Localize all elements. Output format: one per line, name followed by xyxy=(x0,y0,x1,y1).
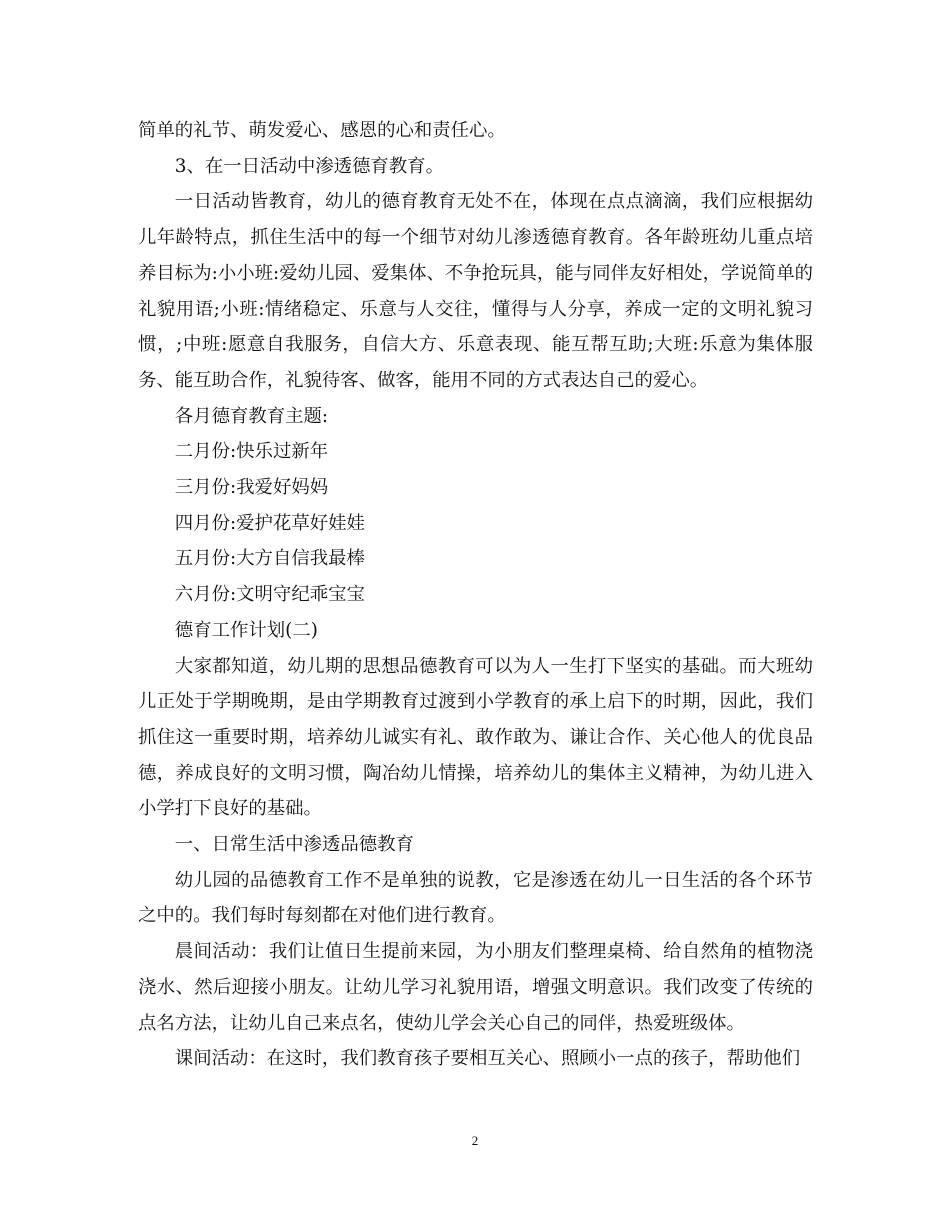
document-body xyxy=(138,113,813,1077)
paragraph: 一日活动皆教育，幼儿的德育教育无处不在，体现在点点滴滴，我们应根据幼儿年龄特点，抓住生活中的每一个细节对幼儿渗透德育教育。各年龄班幼儿重点培养目标为:小小班:爱幼儿园、爱集体、不争抢玩具，能与同伴友好相处，学说简单的礼貌用语;小班:情绪稳定、乐意与人交往，懂得与人分享，养成一定的文明礼貌习惯，;中班:愿意自我服务，自信大方、乐意表现、能互帮互助;大班:乐意为集体服务、能互助合作，礼貌待客、做客，能用不同的方式表达自己的爱心。 xyxy=(138,191,813,391)
list-item: 三月份:我爱好妈妈 xyxy=(174,477,329,499)
list-item: 二月份:快乐过新年 xyxy=(174,441,329,463)
paragraph: 简单的礼节、萌发爱心、感恩的心和责任心。 xyxy=(138,120,506,141)
section-heading: 德育工作计划(二) xyxy=(174,619,318,641)
paragraph: 晨间活动：我们让值日生提前来园，为小朋友们整理桌椅、给自然角的植物浇浇水、然后迎接小朋友。让幼儿学习礼貌用语，增强文明意识。我们改变了传统的点名方法，让幼儿自己来点名，使幼儿学会关心自己的同伴，热爱班级体。 xyxy=(138,941,813,1034)
section-heading: 3、在一日活动中渗透德育教育。 xyxy=(174,155,444,177)
list-heading: 各月德育教育主题: xyxy=(174,405,329,427)
list-item: 五月份:大方自信我最棒 xyxy=(174,548,365,570)
list-item: 四月份:爱护花草好娃娃 xyxy=(174,512,365,534)
paragraph: 大家都知道，幼儿期的思想品德教育可以为人一生打下坚实的基础。而大班幼儿正处于学期晚期，是由学期教育过渡到小学教育的承上启下的时期，因此，我们抓住这一重要时期，培养幼儿诚实有礼、敢作敢为、谦让合作、关心他人的优良品德，养成良好的文明习惯，陶冶幼儿情操，培养幼儿的集体主义精神，为幼儿进入小学打下良好的基础。 xyxy=(138,655,813,820)
paragraph: 幼儿园的品德教育工作不是单独的说教，它是渗透在幼儿一日生活的各个环节之中的。我们每时每刻都在对他们进行教育。 xyxy=(138,869,813,927)
page-number: 2 xyxy=(471,1133,479,1148)
paragraph: 课间活动：在这时，我们教育孩子要相互关心、照顾小一点的孩子，帮助他们 xyxy=(174,1048,801,1070)
list-item: 六月份:文明守纪乖宝宝 xyxy=(174,584,365,606)
section-heading: 一、日常生活中渗透品德教育 xyxy=(174,834,414,856)
